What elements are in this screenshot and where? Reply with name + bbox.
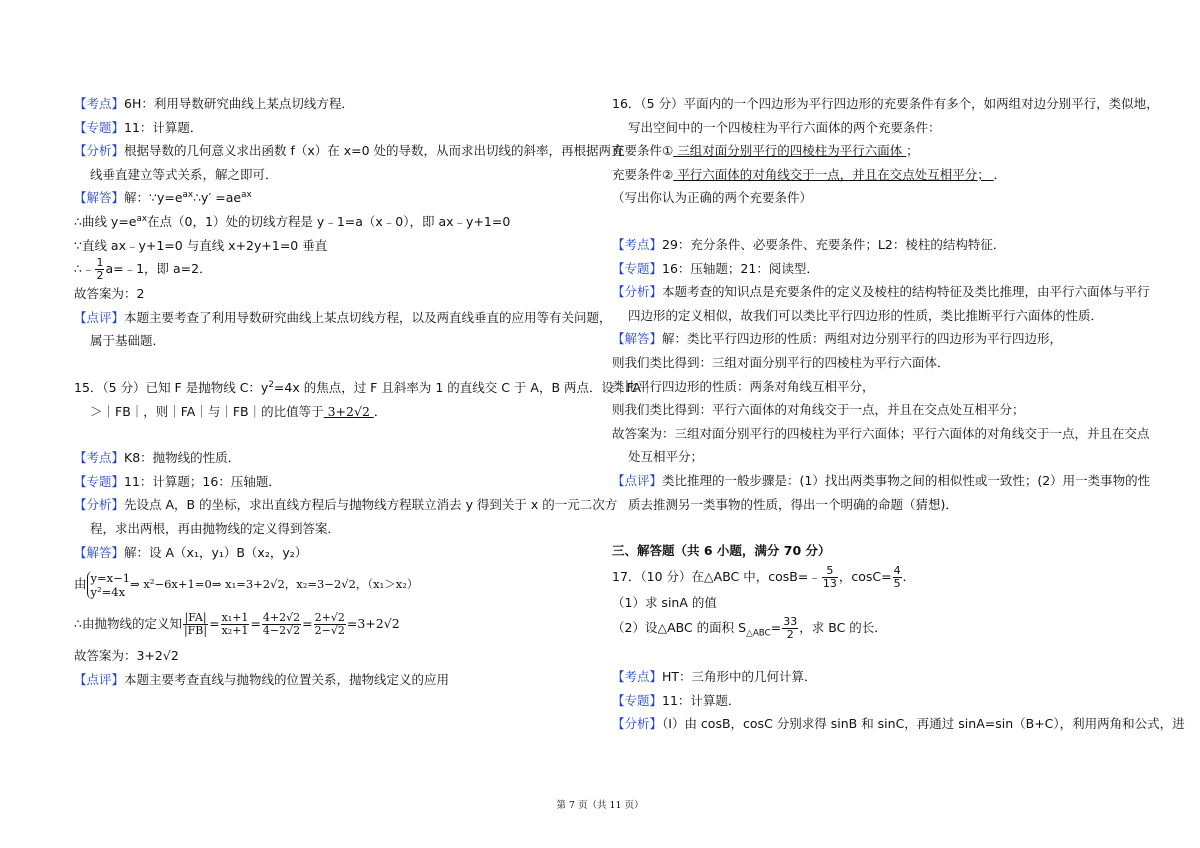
q16-kaodian: [612, 233, 1132, 257]
fraction: [782, 616, 798, 641]
q16-zhuanti: [612, 257, 1132, 281]
exponent: 2: [268, 379, 274, 390]
jieda-text: 解：∵y=e: [124, 190, 183, 206]
q16-note: （写出你认为正确的两个充要条件）: [612, 190, 813, 206]
q16-dianping-2: 质去推测另一类事物的性质，得出一个明确的命题（猜想)．: [628, 496, 958, 512]
q14-jieda-2: [74, 210, 604, 234]
spacer: [612, 210, 1132, 233]
q15-kaodian: [74, 446, 604, 470]
tag-jieda: 【解答】: [612, 331, 663, 347]
spacer: [74, 423, 604, 446]
condition-label: 充要条件②: [612, 166, 674, 182]
kaodian-text: K8：抛物线的性质．: [124, 450, 241, 466]
jieda-line-b: 在点（0，1）处的切线方程是 y﹣1=a（x﹣0），即 ax﹣y+1=0: [147, 213, 511, 229]
frac-num: 2+√2: [314, 611, 345, 625]
fenxi-text: （Ⅰ）由 cosB，cosC 分别求得 sinB 和 sinC，再通过 sinA=sin（B+C），利用两角和公式，进: [662, 716, 1185, 732]
system-result: ⇒ x²−6x+1=0⇒ x₁=3+2√2，x₂=3−2√2，（x₁＞x₂）: [130, 577, 419, 592]
right-column: [612, 92, 1185, 736]
q14-answer: 故答案为：2: [74, 286, 145, 302]
q15-stem: [74, 376, 654, 400]
tag-dianping: 【点评】: [74, 671, 125, 687]
section-heading: 三、解答题（共 6 小题，满分 70 分）: [612, 543, 831, 559]
tag-fenxi: 【分析】: [612, 284, 663, 300]
q16-stem: 16．（5 分）平面内的一个四边形为平行四边形的充要条件有多个，如两组对边分别平行，类似地，: [612, 96, 1159, 111]
tag-fenxi: 【分析】: [74, 143, 125, 159]
frac-den: x₂+1: [221, 624, 249, 638]
q17-kaodian: [612, 665, 1132, 689]
fraction-half: [95, 257, 104, 282]
q15-stem-2: [74, 400, 604, 424]
q16-jieda-4: 则我们类比得到：平行六面体的对角线交于一点，并且在交点处互相平分；: [612, 402, 1025, 418]
q17-stem: [612, 563, 1132, 591]
q14-kaodian: [74, 92, 604, 116]
frac-num: x₁+1: [221, 611, 249, 625]
q14-jieda-3: ∵直线 ax﹣y+1=0 与直线 x+2y+1=0 垂直: [74, 237, 328, 253]
q14-zhuanti: [74, 116, 604, 140]
tag-dianping: 【点评】: [612, 472, 663, 488]
q17-fenxi: [612, 712, 1185, 736]
q17-part2: [612, 614, 1132, 642]
spacer: [612, 642, 1132, 665]
q15-zhuanti: [74, 470, 604, 494]
fraction: [822, 565, 838, 590]
definition-prefix: ∴由抛物线的定义知: [74, 616, 182, 632]
q17-zhuanti: [612, 689, 1132, 713]
q16-answer: 故答案为：三组对面分别平行的四棱柱为平行六面体；平行六面体的对角线交于一点，并且在交点: [612, 425, 1150, 441]
zhuanti-text: 11：计算题．: [124, 119, 203, 135]
equation-system: [87, 571, 131, 599]
tag-fenxi: 【分析】: [74, 497, 125, 513]
q14-dianping: [74, 306, 612, 330]
subscript: △ABC: [746, 628, 771, 639]
frac-den: 2: [786, 628, 794, 642]
frac-num: 5: [822, 565, 838, 578]
frac-den: |FB|: [183, 624, 208, 638]
system-row: y=x−1: [90, 570, 131, 585]
fraction: [262, 612, 301, 637]
page-footer: 第 7 页（共 11 页）: [556, 800, 644, 811]
tag-dianping: 【点评】: [74, 309, 125, 325]
jieda-text: 解：类比平行四边形的性质：两组对边分别平行的四边形为平行四边形，: [662, 331, 1063, 347]
fraction: [183, 612, 208, 637]
q16-jieda-3: 类比平行四边形的性质：两条对角线互相平分，: [612, 378, 875, 394]
spacer: [74, 353, 604, 376]
q14-fenxi: [74, 139, 624, 163]
q16-condition-1: [612, 139, 1132, 163]
spacer: [612, 516, 1132, 539]
system-row: y²=4x: [90, 584, 126, 599]
fenxi-text: 先设点 A，B 的坐标，求出直线方程后与抛物线方程联立消去 y 得到关于 x 的一元二次方: [124, 497, 618, 513]
exponent: ax: [136, 213, 148, 224]
condition-end: ；: [906, 143, 919, 159]
answer-blank: 三组对面分别平行的四棱柱为平行六面体: [673, 143, 907, 159]
stem-text-b: ，cosC=: [838, 568, 892, 584]
tag-jieda: 【解答】: [74, 544, 125, 560]
tag-zhuanti: 【专题】: [74, 119, 125, 135]
tag-kaodian: 【考点】: [74, 450, 125, 466]
answer-blank: 平行六面体的对角线交于一点，并且在交点处互相平分；: [673, 166, 994, 182]
q16-fenxi-2: 四边形的定义相似，故我们可以类比平行四边形的性质，类比推断平行六面体的性质．: [628, 307, 1104, 323]
part-text-b: =: [770, 620, 782, 636]
q15-jieda: [74, 541, 604, 565]
q14-jieda: [74, 186, 604, 210]
jieda-text-b: ∴y′ =ae: [193, 190, 242, 206]
fraction: [221, 612, 250, 637]
frac-den: 4−2√2: [262, 624, 301, 638]
dianping-text: 类比推理的一般步骤是：(1）找出两类事物之间的相似性或一致性；(2）用一类事物的性: [662, 472, 1151, 488]
q16-fenxi: [612, 280, 1150, 304]
q16-answer-2: 处互相平分；: [628, 449, 704, 465]
part-text-c: ，求 BC 的长．: [799, 620, 887, 636]
fraction: [893, 565, 902, 590]
dianping-text: 本题主要考查了利用导数研究曲线上某点切线方程，以及两直线垂直的应用等有关问题，: [124, 309, 612, 325]
q15-fenxi-2: 程，求出两根，再由抛物线的定义得到答案．: [90, 520, 341, 536]
frac-num: 1: [96, 256, 104, 270]
tag-kaodian: 【考点】: [74, 96, 125, 111]
tag-kaodian: 【考点】: [612, 669, 663, 685]
exponent: ax: [182, 190, 194, 201]
dianping-text: 本题主要考查直线与抛物线的位置关系，抛物线定义的应用: [124, 671, 450, 687]
stem-text-b: ．: [373, 403, 387, 419]
q16-jieda: [612, 327, 1132, 351]
q16-stem-2: 写出空间中的一个四棱柱为平行六面体的两个充要条件：: [628, 119, 941, 135]
tag-kaodian: 【考点】: [612, 236, 663, 252]
q15-system: [74, 564, 604, 604]
tag-jieda: 【解答】: [74, 190, 125, 206]
kaodian-text: 6H：利用导数研究曲线上某点切线方程．: [124, 96, 354, 111]
tag-zhuanti: 【专题】: [612, 260, 663, 276]
fenxi-text: 本题考查的知识点是充要条件的定义及棱柱的结构特征及类比推理，由平行六面体与平行: [662, 284, 1150, 300]
frac-den: 5: [893, 576, 901, 590]
kaodian-text: HT：三角形中的几何计算．: [662, 669, 817, 685]
fenxi-text: 根据导数的几何意义求出函数 f（x）在 x=0 处的导数，从而求出切线的斜率，再根据两直: [124, 143, 624, 159]
zhuanti-text: 11：计算题；16：压轴题．: [124, 473, 281, 489]
frac-den: 2−√2: [314, 624, 345, 638]
q15-dianping: [74, 668, 604, 692]
q15-answer: 故答案为：3+2√2: [74, 648, 179, 664]
q17-part1: （1）求 sinA 的值: [612, 594, 717, 610]
zhuanti-text: 11：计算题．: [662, 692, 741, 708]
frac-num: 33: [783, 615, 798, 629]
frac-den: 13: [822, 576, 837, 590]
stem-text: 17．（10 分）在△ABC 中，cosB=﹣: [612, 568, 821, 584]
tag-zhuanti: 【专题】: [74, 473, 125, 489]
fraction: [314, 612, 346, 637]
frac-num: 4+2√2: [262, 611, 301, 625]
condition-end: ．: [993, 166, 1007, 182]
q14-dianping-2: 属于基础题．: [90, 333, 166, 349]
stem-text-c: ．: [902, 568, 916, 584]
frac-num: |FA|: [184, 611, 207, 625]
answer-blank: 3+2√2: [323, 403, 374, 419]
q16-condition-2: [612, 163, 1132, 187]
frac-den: 2: [96, 269, 104, 283]
exponent: ax: [241, 190, 252, 201]
jieda-line: ∴曲线 y=e: [74, 213, 137, 229]
q15-fenxi: [74, 493, 618, 517]
stem-text-b: =4x 的焦点，过 F 且斜率为 1 的直线交 C 于 A，B 两点．设｜FA｜: [273, 379, 654, 395]
jieda-line-b: a=﹣1，即 a=2．: [105, 261, 212, 277]
system-prefix: 由: [74, 576, 87, 592]
tag-zhuanti: 【专题】: [612, 692, 663, 708]
definition-result: =3+2√2: [346, 616, 400, 632]
jieda-line: ∴﹣: [74, 261, 95, 277]
jieda-text: 解：设 A（x₁，y₁）B（x₂，y₂）: [124, 544, 308, 560]
q14-fenxi-2: 线垂直建立等式关系，解之即可．: [90, 166, 278, 182]
frac-num: 4: [893, 563, 901, 577]
q14-jieda-4: [74, 257, 604, 282]
stem-text: ＞｜FB｜，则｜FA｜与｜FB｜的比值等于: [90, 403, 324, 419]
q16-jieda-2: 则我们类比得到：三组对面分别平行的四棱柱为平行六面体．: [612, 354, 950, 370]
q16-dianping: [612, 469, 1151, 493]
part-text: （2）设△ABC 的面积 S: [612, 620, 747, 636]
tag-fenxi: 【分析】: [612, 716, 663, 732]
zhuanti-text: 16：压轴题；21：阅读型．: [662, 260, 819, 276]
stem-text: 15．（5 分）已知 F 是抛物线 C：y: [74, 379, 269, 395]
q15-definition: ∴由抛物线的定义知 $\frac{|FA|}{|FB|}$ = $\frac{\text{x₁+1}}{\text{x₂+1}}$ = $\frac{4+2√2}{4-2√2}$ = $\frac{2+√2}{2-√2}$ =3+2√2: [74, 611, 400, 638]
condition-label: 充要条件①: [612, 143, 674, 159]
kaodian-text: 29：充分条件、必要条件、充要条件；L2：棱柱的结构特征．: [662, 236, 1006, 252]
